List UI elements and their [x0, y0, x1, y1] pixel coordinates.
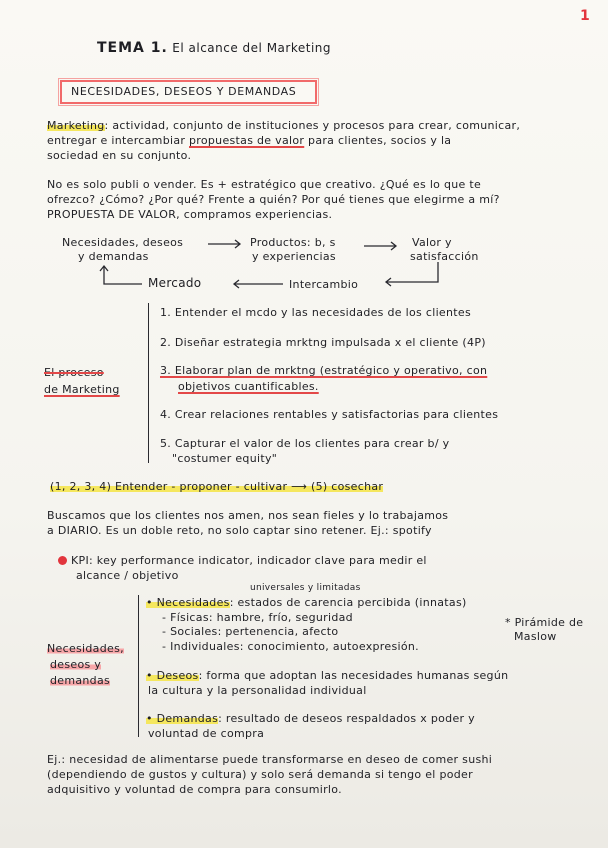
diagram-products-l1: Productos: b, s [250, 236, 336, 249]
definition-line-2: entregar e intercambiar propuestas de valor para clientes, socios y la [47, 134, 452, 147]
buscamos-line-2: a DIARIO. Es un doble reto, no solo captar sino retener. Ej.: spotify [47, 524, 432, 537]
process-step-1: 1. Entender el mcdo y las necesidades de los clientes [160, 306, 471, 319]
needs-bracket [138, 595, 139, 737]
kpi-line-1: KPI: key performance indicator, indicador clave para medir el [58, 554, 427, 567]
diagram-needs-l2: y demandas [78, 250, 149, 263]
process-label-l1: El proceso [44, 366, 104, 379]
process-step-4: 4. Crear relaciones rentables y satisfactorias para clientes [160, 408, 499, 421]
process-step-3b: objetivos cuantificables. [178, 380, 319, 393]
deseos-def-2: la cultura y la personalidad individual [148, 684, 367, 697]
diagram-products-l2: y experiencias [252, 250, 336, 263]
process-label-l2: de Marketing [44, 383, 120, 396]
bullet-icon [58, 556, 67, 565]
buscamos-line-1: Buscamos que los clientes nos amen, nos sean fieles y lo trabajamos [47, 509, 449, 522]
demandas-def-2: voluntad de compra [148, 727, 265, 740]
title-topic: TEMA 1. [97, 40, 168, 56]
cycle-line: (1, 2, 3, 4) Entender - proponer - cultivar ⟶ (5) cosechar [50, 480, 384, 493]
example-line-2: (dependiendo de gustos y cultura) y solo será demanda si tengo el poder [47, 768, 473, 781]
definition-line-1: Marketing: actividad, conjunto de instituciones y procesos para crear, comunicar, [47, 119, 521, 132]
diagram-needs-l1: Necesidades, deseos [62, 236, 184, 249]
page-title [97, 40, 331, 56]
needs-fisicas: - Físicas: hambre, frío, seguridad [162, 611, 353, 624]
process-step-3: 3. Elaborar plan de mrktng (estratégico y operativo, con [160, 364, 488, 377]
diagram-value-l1: Valor y [412, 236, 452, 249]
diagram-intercambio: Intercambio [289, 278, 359, 291]
needs-sociales: - Sociales: pertenencia, afecto [162, 625, 339, 638]
page-number: 1 [580, 8, 590, 24]
title-subject: El alcance del Marketing [172, 41, 332, 55]
piramide-l2: Maslow [514, 630, 557, 643]
piramide-l1: * Pirámide de [505, 616, 584, 629]
deseos-def: • Deseos: forma que adoptan las necesidades humanas según [146, 669, 509, 682]
diagram-value-l2: satisfacción [410, 250, 479, 263]
needs-label-l2: deseos y [50, 658, 102, 671]
needs-individuales: - Individuales: conocimiento, autoexpresión. [162, 640, 419, 653]
para2-line-2: ofrezco? ¿Cómo? ¿Por qué? Frente a quién? Por qué tienes que elegirme a mí? [47, 193, 500, 206]
demandas-def: • Demandas: resultado de deseos respaldados x poder y [146, 712, 475, 725]
para2-line-3: PROPUESTA DE VALOR, compramos experiencias. [47, 208, 333, 221]
diagram-mercado: Mercado [148, 276, 202, 290]
process-step-2: 2. Diseñar estrategia mrktng impulsada x el cliente (4P) [160, 336, 486, 349]
process-bracket [148, 303, 149, 463]
needs-note: universales y limitadas [250, 583, 361, 593]
definition-term: Marketing [47, 119, 105, 132]
kpi-line-2: alcance / objetivo [76, 569, 179, 582]
section-heading: NECESIDADES, DESEOS Y DEMANDAS [60, 80, 317, 104]
needs-label-l3: demandas [50, 674, 111, 687]
example-line-3: adquisitivo y voluntad de compra para consumirlo. [47, 783, 342, 796]
needs-def: • Necesidades: estados de carencia percibida (innatas) [146, 596, 467, 609]
para2-line-1: No es solo publi o vender. Es + estratégico que creativo. ¿Qué es lo que te [47, 178, 482, 191]
process-step-5: 5. Capturar el valor de los clientes para crear b/ y [160, 437, 450, 450]
propuestas-de-valor: propuestas de valor [189, 134, 305, 147]
example-line-1: Ej.: necesidad de alimentarse puede transformarse en deseo de comer sushi [47, 753, 493, 766]
definition-line-3: sociedad en su conjunto. [47, 149, 192, 162]
process-step-5b: "costumer equity" [172, 452, 278, 465]
needs-label-l1: Necesidades, [47, 642, 124, 655]
